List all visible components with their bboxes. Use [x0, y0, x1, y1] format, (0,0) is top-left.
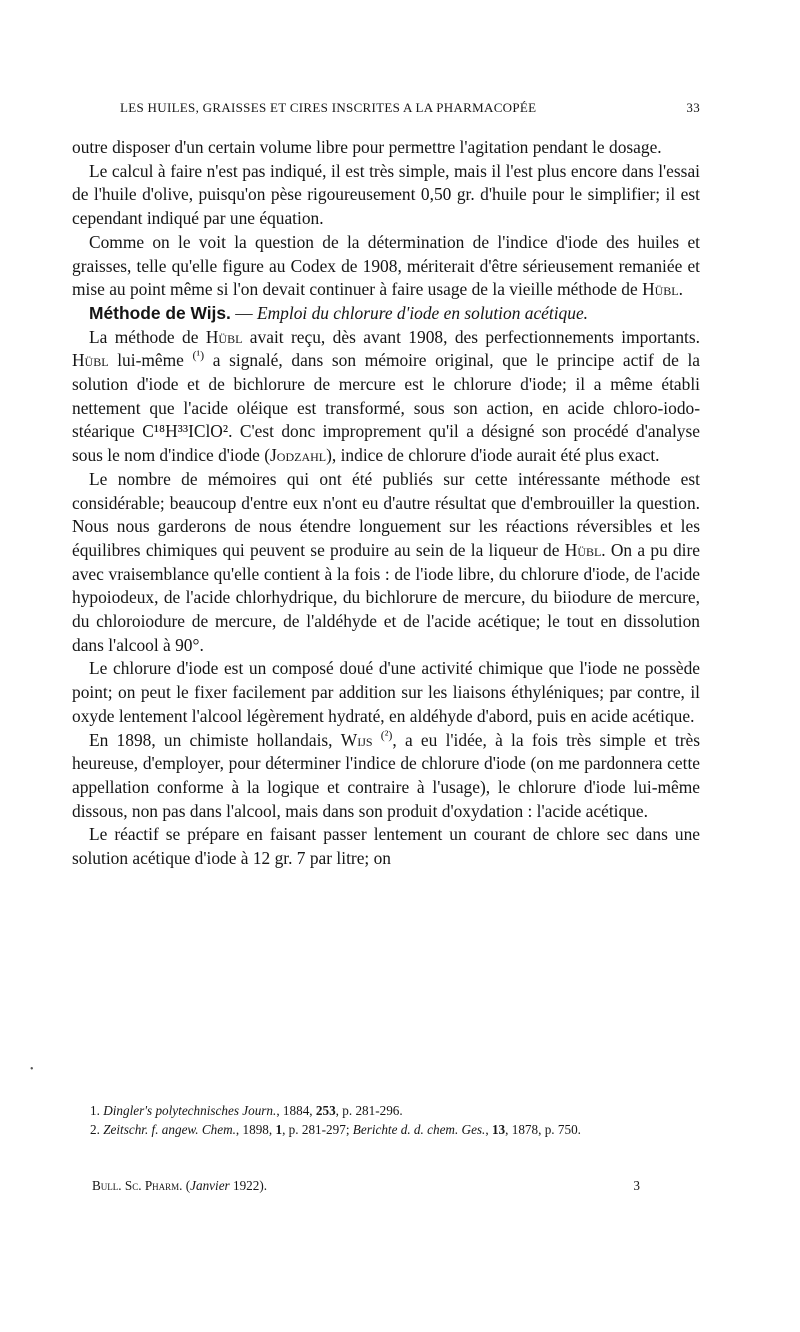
journal-month: Janvier: [190, 1178, 230, 1193]
footnote-1: [72, 1101, 700, 1120]
section-heading-dash: —: [230, 302, 257, 323]
page-number: 33: [686, 100, 700, 115]
footnote-2-journal-1: Zeitschr. f. angew. Chem.: [103, 1122, 236, 1137]
paragraph-5-text-b: avait reçu, dès avant 1908, des perfectionnements importants.: [242, 326, 700, 347]
page-footer: [72, 1178, 700, 1198]
paragraph-5-text-a: La méthode de: [89, 326, 206, 347]
footnote-2-sep: ,: [485, 1122, 492, 1137]
body-text: [72, 136, 700, 871]
paragraph-6-text-b: . On a pu dire avec vraisemblance qu'elle contient à la fois : de l'iode libre, du chlorure d'iode, de l'acide hypoiodeux, de l'acide chlorhydrique, du bichlorure de mercure, du biiodure de mercure, du chloroiodure de mercure, de l'aldéhyde et de l'acide acétique; le tout en dissolution dans l'alcool à 90°.: [72, 539, 700, 655]
footnote-2-year-1: , 1898,: [235, 1122, 276, 1137]
paragraph-3-text: Comme on le voit la question de la détermination de l'indice d'iode des huiles et graisses, telle qu'elle figure au Codex de 1908, mériterait d'être sérieusement remaniée et mise au point même si l'on devait continuer à faire usage de la vieille méthode de: [72, 231, 700, 300]
paragraph-8-text-a: En 1898, un chimiste hollandais,: [89, 729, 341, 750]
footnote-2-volume-2: 13: [491, 1122, 506, 1137]
footnote-1-pages: , p. 281-296.: [335, 1103, 403, 1118]
paragraph-8-text-c: , a eu l'idée, à la fois très simple et très heureuse, d'employer, pour déterminer l'indice de chlorure d'iode (on me pardonnera cette appellation conforme à la logique et contraire à l'usage), le chlorure d'iode lui-même dissous, non pas dans l'alcool, mais dans son produit d'oxydation : l'acide acétique.: [72, 729, 701, 821]
paragraph-8: [72, 729, 700, 824]
paragraph-3-end: .: [678, 279, 683, 300]
footnote-1-year: , 1884,: [276, 1103, 316, 1118]
footnote-1-journal: Dingler's polytechnisches Journ.: [103, 1103, 277, 1118]
document-page: [72, 0, 700, 1332]
paragraph-1: outre disposer d'un certain volume libre pour permettre l'agitation pendant le dosage.: [72, 137, 662, 157]
paragraph-5: [72, 326, 700, 468]
running-header: [72, 100, 700, 120]
paragraph-5-text-c: lui-même: [108, 350, 193, 371]
author-hubl: Hübl: [205, 326, 243, 347]
paragraph-5-text-e: ), indice de chlorure d'iode aurait été plus exact.: [326, 445, 660, 466]
signature-mark: 3: [633, 1178, 640, 1193]
journal-year: 1922).: [229, 1178, 268, 1193]
margin-mark: •: [30, 1064, 34, 1075]
paragraph-8-space: [373, 730, 381, 750]
paragraph-5-text-d: a signalé, dans son mémoire original, que le principe actif de la solution d'iode et de bichlorure de mercure est le chlorure d'iode; il a même établi nettement que l'acide oléique est transformé, sous son action, en acide chloro-iodo-stéarique C¹⁸H³³IClO². C'est donc improprement qu'il a désigné son procédé d'analyse sous le nom d'indice d'iode (: [72, 350, 701, 466]
author-hubl: Hübl: [642, 279, 679, 300]
running-title: LES HUILES, GRAISSES ET CIRES INSCRITES A LA PHARMACOPÉE: [120, 100, 537, 115]
journal-name: Bull. Sc. Pharm. (: [92, 1178, 191, 1193]
paragraph-7: Le chlorure d'iode est un composé doué d'une activité chimique que l'iode ne possède point; on peut le fixer facilement par addition sur les liaisons éthyléniques; par contre, il oxyde lentement l'alcool légèrement hydraté, en aldéhyde d'abord, puis en acide acétique.: [72, 658, 700, 726]
paragraph-3: [72, 231, 700, 302]
paragraph-2: Le calcul à faire n'est pas indiqué, il est très simple, mais il l'est plus encore dans l'essai de l'huile d'olive, puisqu'on pèse rigoureusement 0,50 gr. d'huile pour le simplifier; il est cependant indiqué par une équation.: [72, 160, 700, 229]
footnote-2-number: 2.: [90, 1122, 104, 1137]
section-heading-subtitle: Emploi du chlorure d'iode en solution acétique.: [256, 302, 589, 323]
footnote-1-number: 1.: [90, 1103, 104, 1118]
paragraph-9: Le réactif se prépare en faisant passer lentement un courant de chlore sec dans une solution acétique d'iode à 12 gr. 7 par litre; on: [72, 824, 700, 869]
paragraph-6-text-a: Le nombre de mémoires qui ont été publiés sur cette intéressante méthode est considérable; beaucoup d'entre eux n'ont eu d'autre résultat que d'embrouiller la question. Nous nous garderons de nous étendre longuement sur les réactions réversibles et les équilibres chimiques qui peuvent se produire au sein de la liqueur de: [72, 468, 700, 560]
footnote-ref-1: (¹): [192, 348, 205, 363]
footnote-1-volume: 253: [315, 1103, 336, 1118]
paragraph-6: [72, 468, 700, 658]
author-hubl: Hübl: [72, 350, 109, 371]
footnote-2: [72, 1120, 700, 1139]
section-heading: [72, 302, 700, 326]
section-heading-title: Méthode de Wijs.: [89, 302, 231, 323]
footnote-ref-2: (²): [380, 727, 393, 742]
footnote-2-journal-2: Berichte d. d. chem. Ges.: [352, 1122, 486, 1137]
footnotes: [72, 1101, 700, 1139]
term-jodzahl: Jodzahl: [270, 445, 327, 466]
author-hubl: Hübl: [564, 539, 602, 560]
author-wijs: Wijs: [340, 729, 373, 750]
journal-citation: [92, 1178, 267, 1194]
footnote-2-pages-2: , 1878, p. 750.: [505, 1122, 581, 1137]
footnote-2-volume-1: 1: [275, 1122, 283, 1137]
footnote-2-pages-1: , p. 281-297;: [282, 1122, 353, 1137]
